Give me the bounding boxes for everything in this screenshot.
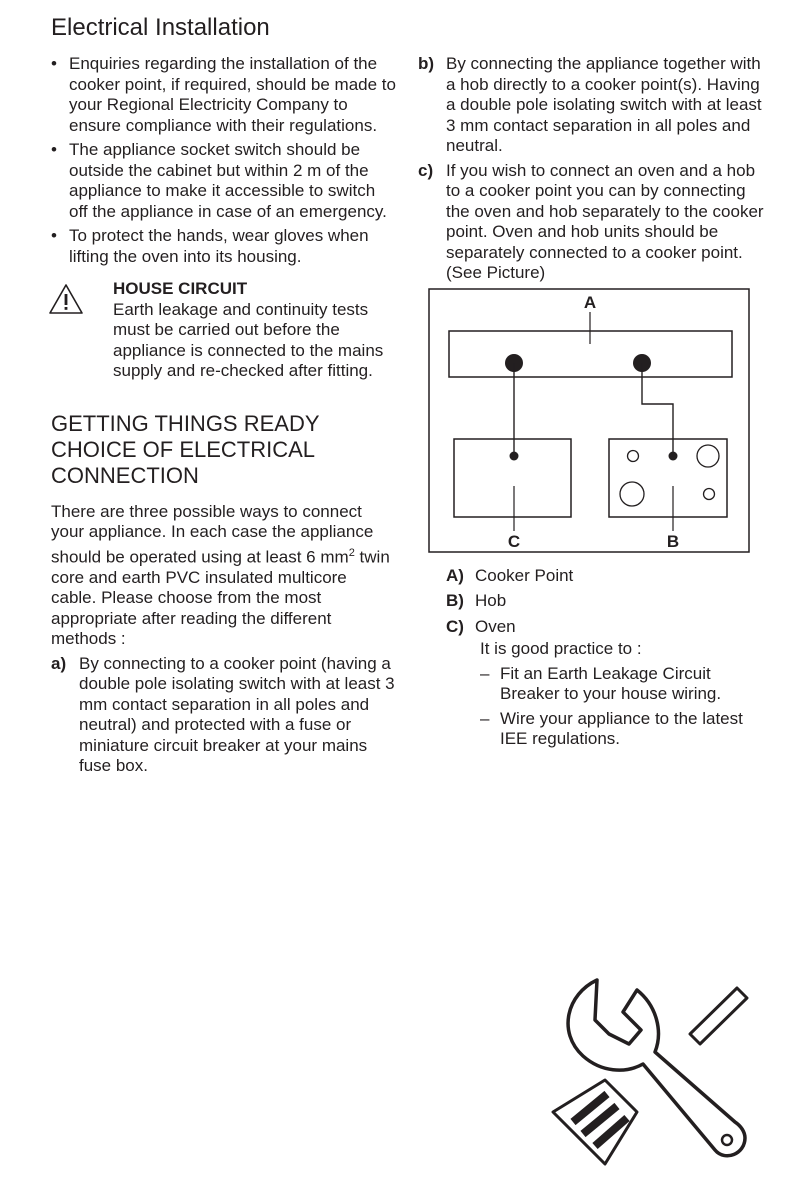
heading-line: CONNECTION — [51, 462, 199, 488]
option-item — [418, 54, 770, 157]
bullet-item: • Enquiries regarding the installation of the cooker point, if required, should be made to your Regional Electricity Company to ensure compliance with their regulations. — [51, 54, 396, 136]
option-list — [51, 654, 396, 777]
intro-paragraph — [51, 502, 396, 650]
legend-letter: A) — [446, 565, 464, 585]
legend-letter: C) — [446, 616, 464, 636]
legend-letter: B) — [446, 591, 464, 610]
option-text: If you wish to connect an oven and a hob to a cooker point you can by connecting the oven and hob separately to the cooker point. Oven and hob units should be separately connected to a cooker point. (See Picture) — [446, 160, 764, 282]
hob-ring — [697, 445, 719, 467]
diagram-legend — [446, 563, 770, 640]
option-list — [418, 54, 770, 284]
legend-text: Hob — [475, 591, 507, 610]
legend-text: Cooker Point — [475, 565, 574, 585]
legend-item — [446, 563, 770, 589]
practice-item: – Fit an Earth Leakage Circuit Breaker to your house wiring. — [480, 664, 770, 705]
oven-box — [454, 439, 571, 517]
option-letter: b) — [418, 54, 435, 73]
legend-item — [446, 588, 770, 614]
practice-list — [480, 664, 770, 750]
left-column — [51, 54, 396, 781]
legend-item — [446, 614, 770, 640]
intro-text-end: twin core and earth PVC insulated multicore cable. Please choose from the most appropriate after reading the different methods : — [51, 547, 390, 649]
option-text: By connecting to a cooker point (having a double pole isolating switch with at least 3 mm contact separation in all poles and neutral) and protected with a fuse or miniature circuit breaker at your mains fuse box. — [79, 653, 395, 776]
legend-text: Oven — [475, 616, 516, 636]
hob-ring — [628, 450, 639, 461]
hob-ring — [704, 488, 715, 499]
oven-terminal — [510, 451, 519, 460]
option-item — [418, 161, 770, 284]
intro-text: There are three possible ways to connect your appliance. In each case the appliance should be operated using at least 6 mm — [51, 501, 374, 567]
bullet-item: • The appliance socket switch should be outside the cabinet but within 2 m of the appliance to make it accessible to switch off the appliance in case of an emergency. — [51, 140, 396, 222]
warning-title: HOUSE CIRCUIT — [113, 279, 248, 298]
option-letter: a) — [51, 653, 67, 673]
practice-intro: It is good practice to : — [480, 639, 642, 658]
label-oven: C — [507, 531, 521, 551]
hob-ring — [620, 482, 644, 506]
hob-terminal — [669, 451, 678, 460]
label-hob: B — [666, 531, 680, 551]
label-cooker-point: A — [583, 292, 597, 312]
heading-line: CHOICE OF ELECTRICAL — [51, 436, 316, 462]
warning-triangle-icon — [48, 283, 84, 315]
warning-text: Earth leakage and continuity tests must be carried out before the appliance is connected to the mains supply and re-checked after fitting. — [113, 299, 384, 380]
practice-item: – Wire your appliance to the latest IEE regulations. — [480, 709, 770, 750]
section-heading — [51, 411, 396, 489]
installation-bullets — [51, 54, 396, 267]
option-letter: c) — [418, 160, 434, 180]
option-text: By connecting the appliance together with a hob directly to a cooker point(s). Having a double pole isolating switch with at least 3 mm contact separation in all poles and neutral. — [446, 54, 762, 155]
superscript: 2 — [348, 546, 355, 559]
wrench-screwdriver-icon — [545, 972, 755, 1172]
house-circuit-warning — [51, 279, 396, 382]
heading-line: GETTING THINGS READY — [51, 410, 320, 436]
option-item — [51, 654, 396, 777]
bullet-item: • To protect the hands, wear gloves when lifting the oven into its housing. — [51, 226, 396, 267]
right-column — [418, 54, 770, 754]
connection-diagram — [428, 288, 750, 553]
page-title: Electrical Installation — [51, 14, 270, 41]
good-practice — [480, 639, 770, 750]
